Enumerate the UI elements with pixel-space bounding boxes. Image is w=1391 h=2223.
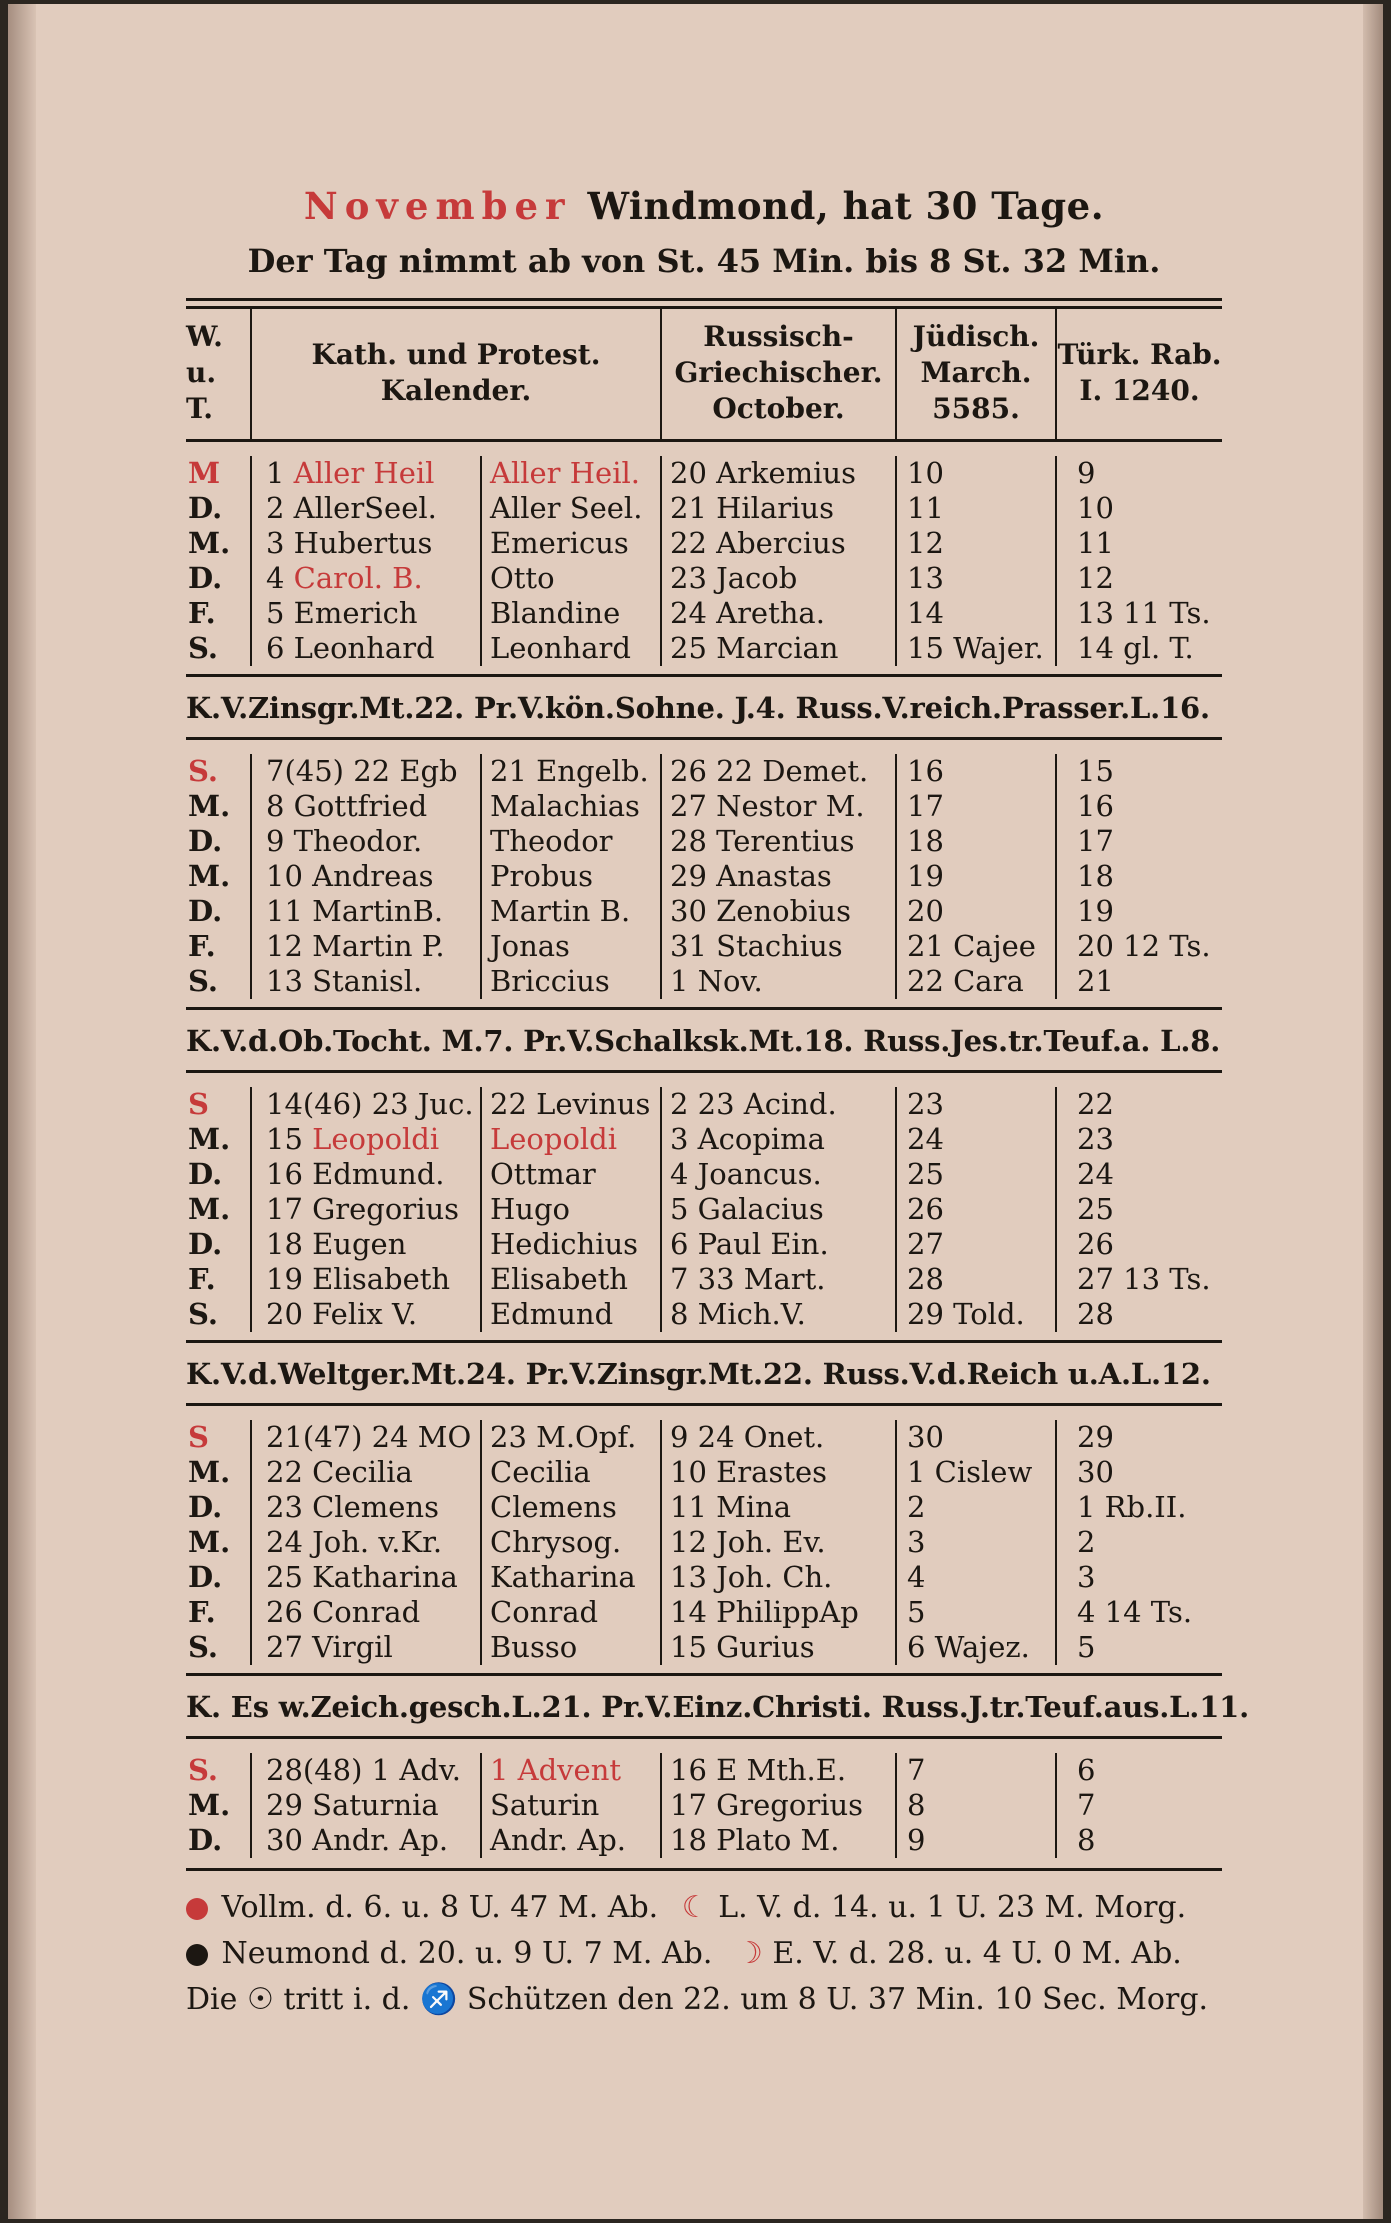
weekday: S <box>188 1087 209 1121</box>
week-table <box>186 456 1222 666</box>
jued-day: 18 <box>896 824 1056 859</box>
prot-day: Emericus <box>481 526 661 561</box>
weekday: S. <box>188 1753 219 1787</box>
jued-day: 9 <box>896 1823 1056 1858</box>
russ-day: 21 Hilarius <box>661 491 896 526</box>
tuerk-day: 7 <box>1056 1788 1222 1823</box>
jued-day: 24 <box>896 1122 1056 1157</box>
calendar-row <box>186 1262 1222 1297</box>
weekday: M <box>188 456 221 490</box>
kath-day: 8 Gottfried <box>251 789 481 824</box>
russ-day: 24 Aretha. <box>661 596 896 631</box>
prot-day: Saturin <box>481 1788 661 1823</box>
prot-day: 21 Engelb. <box>481 754 661 789</box>
kath-day: 26 Conrad <box>251 1595 481 1630</box>
jued-day: 23 <box>896 1087 1056 1122</box>
russ-day: 15 Gurius <box>661 1630 896 1665</box>
calendar-row <box>186 1490 1222 1525</box>
weekday: D. <box>188 1227 223 1261</box>
weekday: D. <box>188 1157 223 1191</box>
kath-day: 15 Leopoldi <box>251 1122 481 1157</box>
gospel-note: K.V.Zinsgr.Mt.22. Pr.V.kön.Sohne. J.4. Russ.V.reich.Prasser.L.16. <box>186 691 1210 725</box>
calendar-row <box>186 1823 1222 1858</box>
russ-day: 3 Acopima <box>661 1122 896 1157</box>
prot-day: Martin B. <box>481 894 661 929</box>
jued-day: 19 <box>896 859 1056 894</box>
week-spacer <box>186 1073 1222 1087</box>
weekday: S. <box>188 754 219 788</box>
kath-day: 14(46) 23 Juc. <box>251 1087 481 1122</box>
gospel-note: K.V.d.Ob.Tocht. M.7. Pr.V.Schalksk.Mt.18. Russ.Jes.tr.Teuf.a. L.8. <box>186 1024 1221 1058</box>
russ-day: 5 Galacius <box>661 1192 896 1227</box>
day-length-line: Der Tag nimmt ab von St. 45 Min. bis 8 St. 32 Min. <box>247 242 1161 280</box>
weekday: M. <box>188 1122 231 1156</box>
calendar-row <box>186 1753 1222 1788</box>
weekday: S. <box>188 964 219 998</box>
kath-day: 17 Gregorius <box>251 1192 481 1227</box>
jued-day: 22 Cara <box>896 964 1056 999</box>
prot-day: Conrad <box>481 1595 661 1630</box>
tuerk-day: 17 <box>1056 824 1222 859</box>
weekday: F. <box>188 1262 216 1296</box>
moon-phases <box>186 1885 1222 2023</box>
kath-day: 5 Emerich <box>251 596 481 631</box>
calendar-row <box>186 561 1222 596</box>
tuerk-day: 4 14 Ts. <box>1056 1595 1222 1630</box>
weekday: D. <box>188 1560 223 1594</box>
tuerk-day: 1 Rb.II. <box>1056 1490 1222 1525</box>
russ-day: 30 Zenobius <box>661 894 896 929</box>
russ-day: 20 Arkemius <box>661 456 896 491</box>
calendar-row <box>186 526 1222 561</box>
russ-day: 1 Nov. <box>661 964 896 999</box>
header-russ: Russisch- Griechischer. October. <box>661 309 896 439</box>
tuerk-day: 6 <box>1056 1753 1222 1788</box>
first-quarter-text: E. V. d. 28. u. 4 U. 0 M. Ab. <box>772 1936 1182 1971</box>
calendar-row <box>186 1157 1222 1192</box>
russ-day: 8 Mich.V. <box>661 1297 896 1332</box>
tuerk-day: 9 <box>1056 456 1222 491</box>
prot-day: Edmund <box>481 1297 661 1332</box>
tuerk-day: 30 <box>1056 1455 1222 1490</box>
calendar-row <box>186 789 1222 824</box>
prot-day: Katharina <box>481 1560 661 1595</box>
tuerk-day: 22 <box>1056 1087 1222 1122</box>
russ-day: 27 Nestor M. <box>661 789 896 824</box>
calendar-row <box>186 456 1222 491</box>
calendar-row <box>186 1630 1222 1665</box>
kath-day: 12 Martin P. <box>251 929 481 964</box>
prot-day: Clemens <box>481 1490 661 1525</box>
calendar-row <box>186 1297 1222 1332</box>
week-spacer <box>186 740 1222 754</box>
weekday: S <box>188 1420 209 1454</box>
tuerk-day: 27 13 Ts. <box>1056 1262 1222 1297</box>
jued-day: 27 <box>896 1227 1056 1262</box>
calendar-row <box>186 929 1222 964</box>
weekday: F. <box>188 1595 216 1629</box>
moon-line-2 <box>186 1931 1222 1977</box>
russ-day: 2 23 Acind. <box>661 1087 896 1122</box>
weekday: M. <box>188 1192 231 1226</box>
kath-day: 16 Edmund. <box>251 1157 481 1192</box>
calendar-row <box>186 1788 1222 1823</box>
page-edge <box>1363 4 1383 2219</box>
kath-day: 7(45) 22 Egb <box>251 754 481 789</box>
prot-day: Jonas <box>481 929 661 964</box>
kath-day: 23 Clemens <box>251 1490 481 1525</box>
calendar-row <box>186 1525 1222 1560</box>
kath-day: 4 Carol. B. <box>251 561 481 596</box>
jued-day: 2 <box>896 1490 1056 1525</box>
header-row <box>186 309 1222 439</box>
calendar-row <box>186 596 1222 631</box>
jued-day: 14 <box>896 596 1056 631</box>
tuerk-day: 13 11 Ts. <box>1056 596 1222 631</box>
calendar-row <box>186 1227 1222 1262</box>
russ-day: 9 24 Onet. <box>661 1420 896 1455</box>
prot-day: Aller Heil. <box>481 456 661 491</box>
tuerk-day: 21 <box>1056 964 1222 999</box>
sun-entry-line: Die ☉ tritt i. d. ♐ Schützen den 22. um 8 U. 37 Min. 10 Sec. Morg. <box>186 1982 1209 2017</box>
tuerk-day: 10 <box>1056 491 1222 526</box>
calendar-row <box>186 1087 1222 1122</box>
jued-day: 29 Told. <box>896 1297 1056 1332</box>
russ-day: 17 Gregorius <box>661 1788 896 1823</box>
kath-day: 24 Joh. v.Kr. <box>251 1525 481 1560</box>
book-page <box>8 4 1383 2219</box>
russ-day: 26 22 Demet. <box>661 754 896 789</box>
month-name: November <box>303 184 572 228</box>
kath-day: 20 Felix V. <box>251 1297 481 1332</box>
russ-day: 13 Joh. Ch. <box>661 1560 896 1595</box>
prot-day: Cecilia <box>481 1455 661 1490</box>
jued-day: 15 Wajer. <box>896 631 1056 666</box>
jued-day: 26 <box>896 1192 1056 1227</box>
jued-day: 13 <box>896 561 1056 596</box>
tuerk-day: 24 <box>1056 1157 1222 1192</box>
calendar-row <box>186 631 1222 666</box>
kath-day: 6 Leonhard <box>251 631 481 666</box>
prot-day: Otto <box>481 561 661 596</box>
weekday: M. <box>188 1788 231 1822</box>
week-table <box>186 754 1222 999</box>
jued-day: 8 <box>896 1788 1056 1823</box>
tuerk-day: 15 <box>1056 754 1222 789</box>
prot-day: Probus <box>481 859 661 894</box>
russ-day: 28 Terentius <box>661 824 896 859</box>
prot-day: 23 M.Opf. <box>481 1420 661 1455</box>
weekday: S. <box>188 1297 219 1331</box>
tuerk-day: 18 <box>1056 859 1222 894</box>
top-rule <box>186 298 1222 301</box>
weekday: F. <box>188 596 216 630</box>
kath-day: 3 Hubertus <box>251 526 481 561</box>
header-jued: Jüdisch. March. 5585. <box>896 309 1056 439</box>
last-quarter-text: L. V. d. 14. u. 1 U. 23 M. Morg. <box>718 1890 1187 1925</box>
jued-day: 17 <box>896 789 1056 824</box>
kath-day: 21(47) 24 MO <box>251 1420 481 1455</box>
header-weekday: W. u. T. <box>186 320 223 425</box>
prot-day: Leopoldi <box>481 1122 661 1157</box>
new-moon-icon <box>186 1944 208 1966</box>
weekday: D. <box>188 491 223 525</box>
jued-day: 20 <box>896 894 1056 929</box>
moon-line-1 <box>186 1885 1222 1931</box>
weekday: F. <box>188 929 216 963</box>
calendar-row <box>186 1122 1222 1157</box>
calendar-row <box>186 1420 1222 1455</box>
tuerk-day: 20 12 Ts. <box>1056 929 1222 964</box>
prot-day: Andr. Ap. <box>481 1823 661 1858</box>
prot-day: Ottmar <box>481 1157 661 1192</box>
prot-day: 22 Levinus <box>481 1087 661 1122</box>
header-table <box>186 309 1222 439</box>
russ-day: 14 PhilippAp <box>661 1595 896 1630</box>
jued-day: 12 <box>896 526 1056 561</box>
calendar-row <box>186 894 1222 929</box>
prot-day: Hedichius <box>481 1227 661 1262</box>
header-kath-prot: Kath. und Protest. Kalender. <box>251 309 661 439</box>
tuerk-day: 8 <box>1056 1823 1222 1858</box>
jued-day: 25 <box>896 1157 1056 1192</box>
jued-day: 30 <box>896 1420 1056 1455</box>
kath-day: 22 Cecilia <box>251 1455 481 1490</box>
jued-day: 16 <box>896 754 1056 789</box>
calendar-row <box>186 859 1222 894</box>
week-spacer <box>186 1406 1222 1420</box>
week-table <box>186 1087 1222 1332</box>
last-quarter-icon: ☾ <box>681 1890 709 1925</box>
kath-day: 2 AllerSeel. <box>251 491 481 526</box>
tuerk-day: 26 <box>1056 1227 1222 1262</box>
tuerk-day: 11 <box>1056 526 1222 561</box>
weekday: D. <box>188 824 223 858</box>
russ-day: 12 Joh. Ev. <box>661 1525 896 1560</box>
page-spine <box>8 4 36 2219</box>
title-rest: Windmond, hat 30 Tage. <box>587 184 1105 228</box>
header-tuerk: Türk. Rab. I. 1240. <box>1056 309 1222 439</box>
weekday: M. <box>188 1525 231 1559</box>
weekday: D. <box>188 1823 223 1857</box>
jued-day: 4 <box>896 1560 1056 1595</box>
kath-day: 30 Andr. Ap. <box>251 1823 481 1858</box>
prot-day: Briccius <box>481 964 661 999</box>
page-title <box>186 184 1222 228</box>
weekday: M. <box>188 1455 231 1489</box>
prot-day: Busso <box>481 1630 661 1665</box>
calendar-row <box>186 491 1222 526</box>
russ-day: 25 Marcian <box>661 631 896 666</box>
calendar-row <box>186 1455 1222 1490</box>
tuerk-day: 29 <box>1056 1420 1222 1455</box>
first-quarter-icon: ☽ <box>735 1936 763 1971</box>
russ-day: 22 Abercius <box>661 526 896 561</box>
tuerk-day: 23 <box>1056 1122 1222 1157</box>
tuerk-day: 3 <box>1056 1560 1222 1595</box>
week-table <box>186 1420 1222 1665</box>
prot-day: 1 Advent <box>481 1753 661 1788</box>
russ-day: 4 Joancus. <box>661 1157 896 1192</box>
russ-day: 16 E Mth.E. <box>661 1753 896 1788</box>
russ-day: 10 Erastes <box>661 1455 896 1490</box>
kath-day: 27 Virgil <box>251 1630 481 1665</box>
weekday: D. <box>188 561 223 595</box>
calendar-row <box>186 1595 1222 1630</box>
tuerk-day: 2 <box>1056 1525 1222 1560</box>
weekday: M. <box>188 789 231 823</box>
kath-day: 19 Elisabeth <box>251 1262 481 1297</box>
jued-day: 5 <box>896 1595 1056 1630</box>
prot-day: Aller Seel. <box>481 491 661 526</box>
kath-day: 9 Theodor. <box>251 824 481 859</box>
russ-day: 29 Anastas <box>661 859 896 894</box>
prot-day: Theodor <box>481 824 661 859</box>
weekday: M. <box>188 859 231 893</box>
jued-day: 6 Wajez. <box>896 1630 1056 1665</box>
calendar-row <box>186 1560 1222 1595</box>
weekday: S. <box>188 1630 219 1664</box>
jued-day: 28 <box>896 1262 1056 1297</box>
prot-day: Chrysog. <box>481 1525 661 1560</box>
weekday: D. <box>188 1490 223 1524</box>
kath-day: 18 Eugen <box>251 1227 481 1262</box>
russ-day: 23 Jacob <box>661 561 896 596</box>
kath-day: 11 MartinB. <box>251 894 481 929</box>
jued-day: 3 <box>896 1525 1056 1560</box>
russ-day: 6 Paul Ein. <box>661 1227 896 1262</box>
calendar-row <box>186 824 1222 859</box>
full-moon-text: Vollm. d. 6. u. 8 U. 47 M. Ab. <box>221 1890 659 1925</box>
prot-day: Malachias <box>481 789 661 824</box>
week-spacer <box>186 442 1222 456</box>
jued-day: 1 Cislew <box>896 1455 1056 1490</box>
russ-day: 7 33 Mart. <box>661 1262 896 1297</box>
calendar-row <box>186 964 1222 999</box>
tuerk-day: 28 <box>1056 1297 1222 1332</box>
weeks-container <box>186 442 1250 1858</box>
tuerk-day: 19 <box>1056 894 1222 929</box>
russ-day: 31 Stachius <box>661 929 896 964</box>
jued-day: 11 <box>896 491 1056 526</box>
prot-day: Leonhard <box>481 631 661 666</box>
jued-day: 7 <box>896 1753 1056 1788</box>
week-spacer <box>186 1739 1222 1753</box>
prot-day: Elisabeth <box>481 1262 661 1297</box>
calendar-row <box>186 754 1222 789</box>
kath-day: 28(48) 1 Adv. <box>251 1753 481 1788</box>
tuerk-day: 16 <box>1056 789 1222 824</box>
week-table <box>186 1753 1222 1858</box>
jued-day: 21 Cajee <box>896 929 1056 964</box>
calendar-row <box>186 1192 1222 1227</box>
weekday: D. <box>188 894 223 928</box>
prot-day: Hugo <box>481 1192 661 1227</box>
jued-day: 10 <box>896 456 1056 491</box>
russ-day: 18 Plato M. <box>661 1823 896 1858</box>
gospel-note: K. Es w.Zeich.gesch.L.21. Pr.V.Einz.Christi. Russ.J.tr.Teuf.aus.L.11. <box>186 1690 1250 1724</box>
prot-day: Blandine <box>481 596 661 631</box>
bottom-rule <box>186 1868 1222 1871</box>
calendar-content <box>186 184 1250 2023</box>
kath-day: 13 Stanisl. <box>251 964 481 999</box>
gospel-note: K.V.d.Weltger.Mt.24. Pr.V.Zinsgr.Mt.22. Russ.V.d.Reich u.A.L.12. <box>186 1357 1211 1391</box>
kath-day: 10 Andreas <box>251 859 481 894</box>
russ-day: 11 Mina <box>661 1490 896 1525</box>
weekday: M. <box>188 526 231 560</box>
kath-day: 25 Katharina <box>251 1560 481 1595</box>
kath-day: 1 Aller Heil <box>251 456 481 491</box>
weekday: S. <box>188 631 219 665</box>
tuerk-day: 12 <box>1056 561 1222 596</box>
full-moon-icon <box>186 1898 208 1920</box>
tuerk-day: 5 <box>1056 1630 1222 1665</box>
tuerk-day: 25 <box>1056 1192 1222 1227</box>
new-moon-text: Neumond d. 20. u. 9 U. 7 M. Ab. <box>221 1936 713 1971</box>
kath-day: 29 Saturnia <box>251 1788 481 1823</box>
tuerk-day: 14 gl. T. <box>1056 631 1222 666</box>
